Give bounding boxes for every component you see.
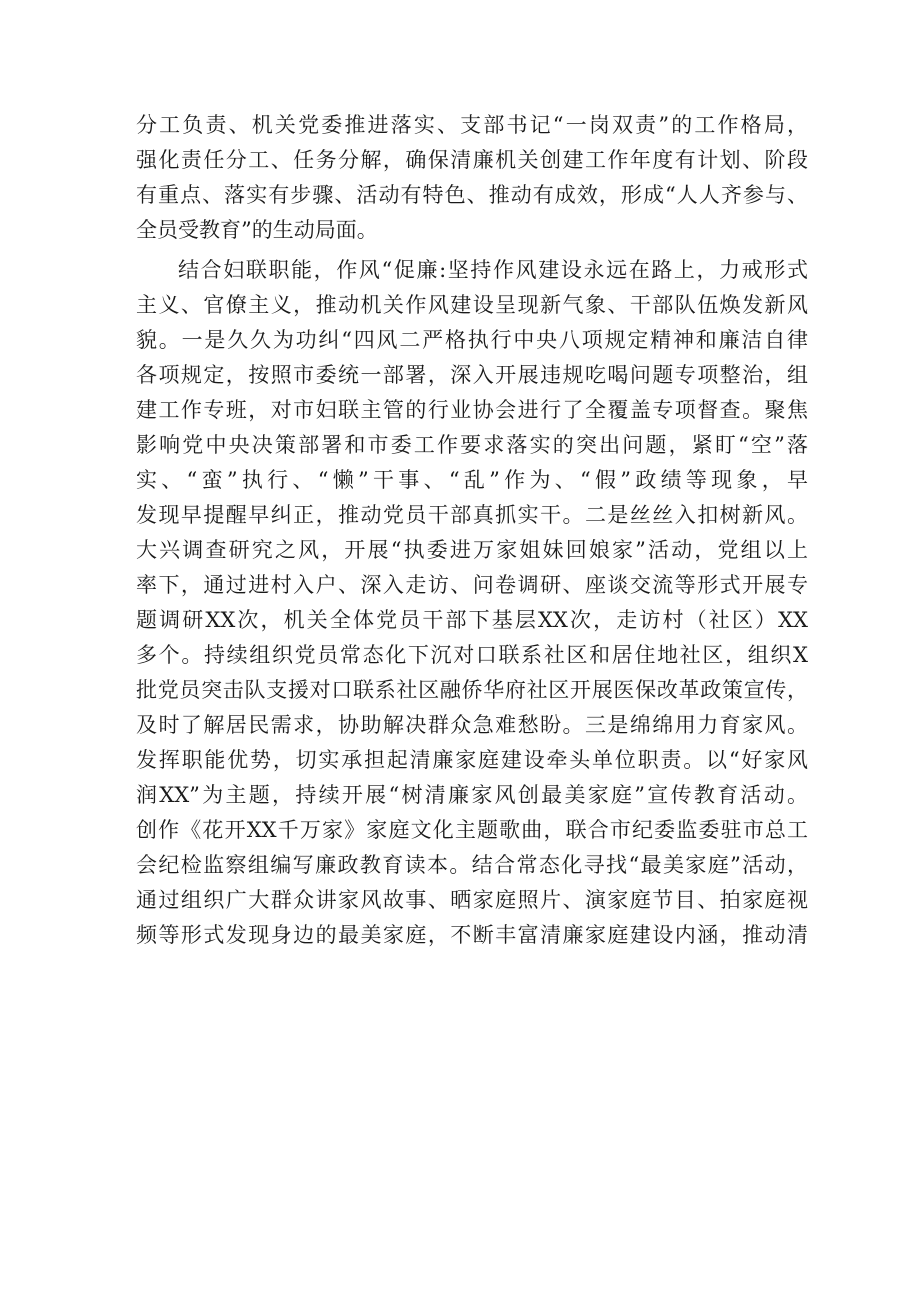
text-line: 影响党中央决策部署和市委工作要求落实的突出问题，紧盯“空”落 (136, 433, 808, 457)
text-line: 全员受教育”的生动局面。 (136, 218, 378, 242)
text-line: 各项规定，按照市委统一部署，深入开展违规吃喝问题专项整治，组 (136, 363, 808, 387)
text-line: 大兴调查研究之风，开展“执委进万家姐妹回娘家”活动，党组以上 (136, 538, 808, 562)
text-line: 通过组织广大群众讲家风故事、晒家庭照片、演家庭节目、拍家庭视 (136, 888, 808, 912)
document-body (136, 108, 808, 953)
paragraph-2 (136, 253, 808, 952)
text-line: 实、“蛮”执行、“懒”干事、“乱”作为、“假”政绩等现象，早 (136, 468, 808, 492)
text-line: 及时了解居民需求，协助解决群众急难愁盼。三是绵绵用力育家风。 (136, 713, 808, 737)
text-line: 发挥职能优势，切实承担起清廉家庭建设牵头单位职责。以“好家风 (136, 748, 808, 772)
text-line: 强化责任分工、任务分解，确保清廉机关创建工作年度有计划、阶段 (136, 148, 808, 172)
text-line: 有重点、落实有步骤、活动有特色、推动有成效，形成“人人齐参与、 (136, 183, 808, 207)
paragraph-1 (136, 108, 808, 247)
text-line: 润XX”为主题，持续开展“树清廉家风创最美家庭”宣传教育活动。 (136, 783, 808, 807)
text-line: 会纪检监察组编写廉政教育读本。结合常态化寻找“最美家庭”活动， (136, 853, 808, 877)
text-line: 建工作专班，对市妇联主管的行业协会进行了全覆盖专项督查。聚焦 (136, 398, 808, 422)
text-line: 分工负责、机关党委推进落实、支部书记“一岗双责”的工作格局， (136, 113, 808, 137)
text-line: 频等形式发现身边的最美家庭，不断丰富清廉家庭建设内涵，推动清 (136, 923, 808, 947)
text-line: 主义、官僚主义，推动机关作风建设呈现新气象、干部队伍焕发新风 (136, 293, 808, 317)
text-line: 创作《花开XX千万家》家庭文化主题歌曲，联合市纪委监委驻市总工 (136, 818, 808, 842)
text-line: 题调研XX次，机关全体党员干部下基层XX次，走访村（社区）XX (136, 608, 808, 632)
text-line: 发现早提醒早纠正，推动党员干部真抓实干。二是丝丝入扣树新风。 (136, 503, 808, 527)
text-line: 貌。一是久久为功纠“四风二严格执行中央八项规定精神和廉洁自律 (136, 328, 808, 352)
text-line: 批党员突击队支援对口联系社区融侨华府社区开展医保改革政策宣传， (136, 678, 808, 702)
text-line: 结合妇联职能，作风“促廉:坚持作风建设永远在路上，力戒形式 (178, 258, 808, 282)
text-line: 率下，通过进村入户、深入走访、问卷调研、座谈交流等形式开展专 (136, 573, 808, 597)
text-line: 多个。持续组织党员常态化下沉对口联系社区和居住地社区，组织X (136, 643, 808, 667)
